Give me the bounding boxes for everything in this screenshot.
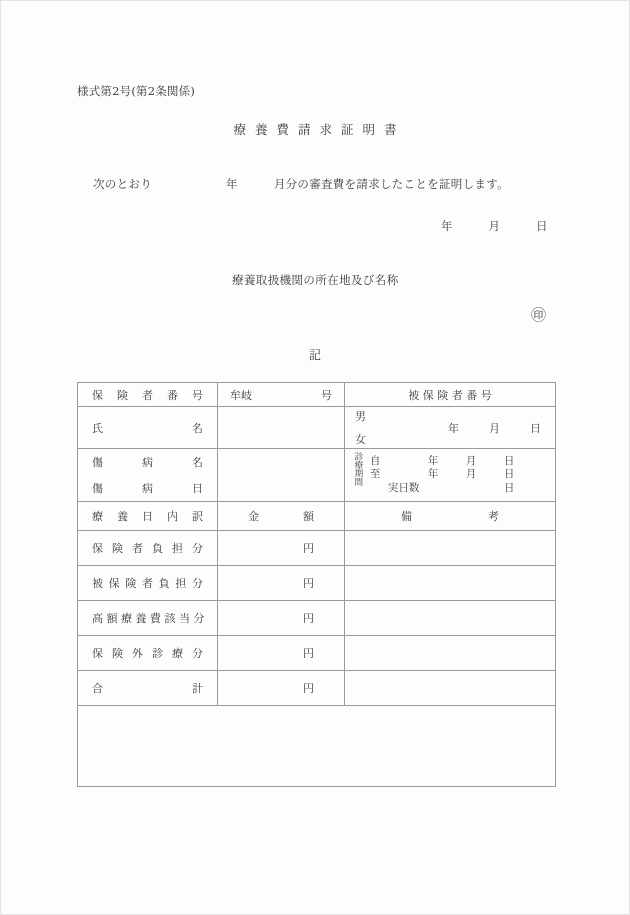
period-from-line	[370, 456, 547, 468]
name-label-cell	[78, 407, 218, 449]
amount-row-label: 保 険 外 診 療 分	[92, 647, 203, 660]
treatment-period-label: 診療期間	[352, 452, 363, 486]
breakdown-label-cell	[78, 502, 218, 531]
treatment-period-cell[interactable]	[345, 449, 556, 502]
disease-labels-cell	[78, 449, 218, 502]
symbol-suffix: 号	[321, 388, 332, 402]
amount-row-label-cell	[78, 636, 218, 671]
seal-icon: ㊞	[531, 306, 547, 324]
insurer-number-label: 保 険 者 番 号	[92, 388, 203, 402]
amount-unit: 円	[303, 542, 314, 555]
name-label: 氏 名	[92, 421, 203, 435]
total-unit: 円	[303, 682, 314, 695]
amount-row-remarks-cell[interactable]	[345, 566, 556, 601]
date-month-label: 月	[488, 219, 500, 233]
footer-note	[78, 740, 102, 753]
remarks-header-char2: 考	[488, 510, 499, 523]
table-row-disease	[78, 449, 556, 502]
period-from-month: 月	[465, 454, 477, 467]
gender-male-option[interactable]: 男	[355, 409, 366, 423]
amount-remarks	[345, 612, 369, 625]
disease-value	[218, 469, 242, 482]
table-row-footer-note	[78, 706, 556, 787]
date-day-label: 日	[536, 219, 548, 233]
table-row-amount	[78, 636, 556, 671]
statement-year: 年	[226, 177, 238, 191]
period-to-tag: 至	[369, 468, 381, 481]
insurer-number-label-cell	[78, 383, 218, 407]
total-label: 合 計	[92, 682, 203, 695]
amount-row-label-cell	[78, 531, 218, 566]
disease-name-label: 傷 病 名	[92, 456, 203, 469]
date-year-label: 年	[441, 219, 453, 233]
claim-table	[77, 382, 556, 787]
amount-row-label: 高 額 療 養 費 該 当 分	[92, 612, 205, 625]
amount-row-value-cell[interactable]	[218, 636, 345, 671]
birthdate-fields	[448, 420, 541, 436]
insurer-number-value-cell[interactable]	[218, 383, 345, 407]
amount-unit: 円	[303, 577, 314, 590]
amount-row-remarks-cell[interactable]	[345, 601, 556, 636]
amount-row-label-cell	[78, 601, 218, 636]
statement-prefix: 次のとおり	[93, 177, 152, 191]
total-remarks-cell[interactable]	[345, 671, 556, 706]
amount-remarks	[345, 577, 369, 590]
certification-statement	[93, 176, 509, 192]
period-to-line	[370, 469, 547, 481]
breakdown-label: 療 養 日 内 訳	[92, 510, 203, 523]
disease-date-label: 傷 病 日	[92, 482, 203, 495]
actual-days-unit: 日	[503, 481, 515, 494]
table-row-insurer-number	[78, 383, 556, 407]
symbol-text: 牟岐	[230, 388, 252, 402]
amount-row-value-cell[interactable]	[218, 566, 345, 601]
amount-remarks	[345, 647, 369, 660]
ki-marker: 記	[308, 348, 321, 362]
amount-row-remarks-cell[interactable]	[345, 636, 556, 671]
period-from-year: 年	[427, 454, 439, 467]
signature-date	[441, 218, 548, 234]
table-row-breakdown-header	[78, 502, 556, 531]
amount-header-cell	[218, 502, 345, 531]
birth-day-label: 日	[530, 421, 541, 435]
form-code: 様式第2号(第2条関係)	[77, 84, 196, 98]
table-row-total	[78, 671, 556, 706]
amount-row-label-cell	[78, 566, 218, 601]
table-row-name	[78, 407, 556, 449]
total-value-cell[interactable]	[218, 671, 345, 706]
amount-header-char1: 金	[248, 510, 259, 523]
amount-row-label: 保 険 者 負 担 分	[92, 542, 203, 555]
gender-female-option[interactable]: 女	[355, 432, 366, 446]
birth-month-label: 月	[489, 421, 500, 435]
table-row-amount	[78, 601, 556, 636]
amount-row-remarks-cell[interactable]	[345, 531, 556, 566]
gender-birthdate-cell[interactable]	[345, 407, 556, 449]
footer-note-cell[interactable]	[78, 706, 556, 787]
amount-unit: 円	[303, 647, 314, 660]
period-from-tag: 自	[369, 454, 381, 467]
document-title: 療養費請求証明書	[233, 122, 406, 137]
amount-row-value-cell[interactable]	[218, 601, 345, 636]
insured-number-label: 被 保 険 者 番 号	[408, 388, 492, 402]
name-value-cell[interactable]	[218, 407, 345, 449]
statement-suffix: 月分の審査費を請求したことを証明します。	[273, 177, 509, 191]
table-row-amount	[78, 531, 556, 566]
amount-row-value-cell[interactable]	[218, 531, 345, 566]
actual-days-line	[370, 483, 547, 495]
amount-header-char2: 額	[303, 510, 314, 523]
disease-value-cell[interactable]	[218, 449, 345, 502]
amount-unit: 円	[303, 612, 314, 625]
birth-year-label: 年	[448, 421, 459, 435]
period-to-day: 日	[503, 468, 515, 481]
total-label-cell	[78, 671, 218, 706]
amount-row-label: 被 保 険 者 負 担 分	[92, 577, 203, 590]
insured-number-label-cell	[345, 383, 556, 407]
table-row-amount	[78, 566, 556, 601]
period-from-day: 日	[503, 454, 515, 467]
period-to-year: 年	[427, 468, 439, 481]
total-remarks	[345, 682, 369, 695]
amount-remarks	[345, 542, 369, 555]
remarks-header-cell	[345, 502, 556, 531]
name-value	[218, 421, 242, 434]
period-to-month: 月	[465, 468, 477, 481]
remarks-header-char1: 備	[401, 510, 412, 523]
actual-days-label: 実日数	[387, 481, 420, 494]
organization-address-name-label: 療養取扱機関の所在地及び名称	[232, 273, 399, 287]
